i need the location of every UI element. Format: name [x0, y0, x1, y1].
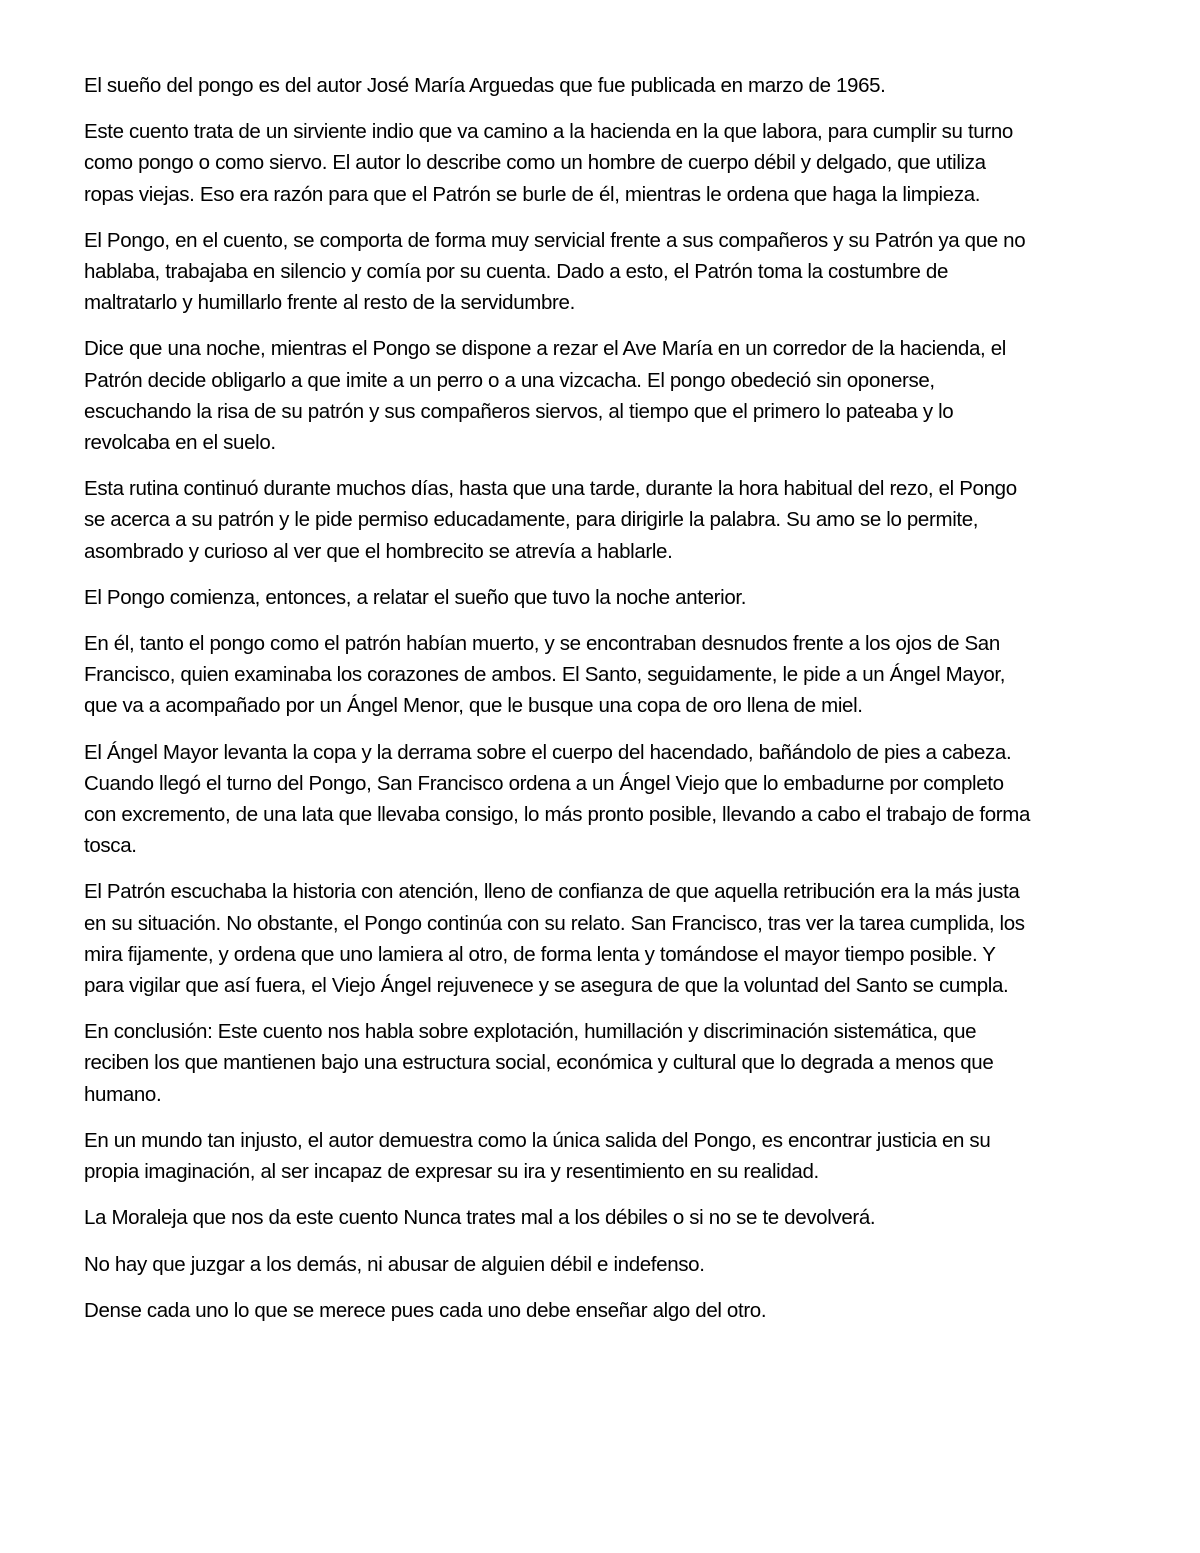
paragraph-11: En un mundo tan injusto, el autor demuestra como la única salida del Pongo, es encontrar justicia en su propia imaginación, al ser incapaz de expresar su ira y resentimiento en su realidad. — [84, 1128, 991, 1184]
paragraph-12: La Moraleja que nos da este cuento Nunca trates mal a los débiles o si no se te devolverá. — [84, 1206, 876, 1230]
paragraph-9: El Patrón escuchaba la historia con atención, lleno de confianza de que aquella retribución era la más justa en su situación. No obstante, el Pongo continúa con su relato. San Francisco, tras ver la tarea cumplida, los mira fijamente, y ordena que uno lamiera al otro, de forma lenta y tomándose el mayor tiempo posible. Y para vigilar que así fuera, el Viejo Ángel rejuvenece y se asegura de que la voluntad del Santo se cumpla. — [84, 880, 1025, 998]
paragraph-10: En conclusión: Este cuento nos habla sobre explotación, humillación y discriminación sistemática, que reciben los que mantienen bajo una estructura social, económica y cultural que lo degrada a menos que humano. — [84, 1020, 994, 1106]
paragraph-3: El Pongo, en el cuento, se comporta de forma muy servicial frente a sus compañeros y su Patrón ya que no hablaba, trabajaba en silencio y comía por su cuenta. Dado a esto, el Patrón toma la costumbre de maltratarlo y humillarlo frente al resto de la servidumbre. — [84, 228, 1026, 315]
document-body — [84, 70, 1034, 1341]
paragraph-8: El Ángel Mayor levanta la copa y la derrama sobre el cuerpo del hacendado, bañándolo de pies a cabeza. Cuando llegó el turno del Pongo, San Francisco ordena a un Ángel Viejo que lo embadurne por completo con excremento, de una lata que llevaba consigo, lo más pronto posible, llevando a cabo el trabajo de forma tosca. — [84, 740, 1031, 858]
paragraph-14: Dense cada uno lo que se merece pues cada uno debe enseñar algo del otro. — [84, 1298, 767, 1322]
paragraph-6: El Pongo comienza, entonces, a relatar el sueño que tuvo la noche anterior. — [84, 585, 747, 609]
paragraph-13: No hay que juzgar a los demás, ni abusar de alguien débil e indefenso. — [84, 1252, 705, 1276]
paragraph-2: Este cuento trata de un sirviente indio que va camino a la hacienda en la que labora, para cumplir su turno como pongo o como siervo. El autor lo describe como un hombre de cuerpo débil y delgado, que utiliza ropas viejas. Eso era razón para que el Patrón se burle de él, mientras le ordena que haga la limpieza. — [84, 120, 1013, 206]
paragraph-7: En él, tanto el pongo como el patrón habían muerto, y se encontraban desnudos frente a los ojos de San Francisco, quien examinaba los corazones de ambos. El Santo, seguidamente, le pide a un Ángel Mayor, que va a acompañado por un Ángel Menor, que le busque una copa de oro llena de miel. — [84, 632, 1006, 718]
paragraph-1: El sueño del pongo es del autor José María Arguedas que fue publicada en marzo de 1965. — [84, 74, 886, 97]
paragraph-4: Dice que una noche, mientras el Pongo se dispone a rezar el Ave María en un corredor de la hacienda, el Patrón decide obligarlo a que imite a un perro o a una vizcacha. El pongo obedeció sin oponerse, escuchando la risa de su patrón y sus compañeros siervos, al tiempo que el primero lo pateaba y lo revolcaba en el suelo. — [84, 337, 1006, 455]
paragraph-5: Esta rutina continuó durante muchos días, hasta que una tarde, durante la hora habitual del rezo, el Pongo se acerca a su patrón y le pide permiso educadamente, para dirigirle la palabra. Su amo se lo permite, asombrado y curioso al ver que el hombrecito se atrevía a hablarle. — [84, 477, 1017, 563]
